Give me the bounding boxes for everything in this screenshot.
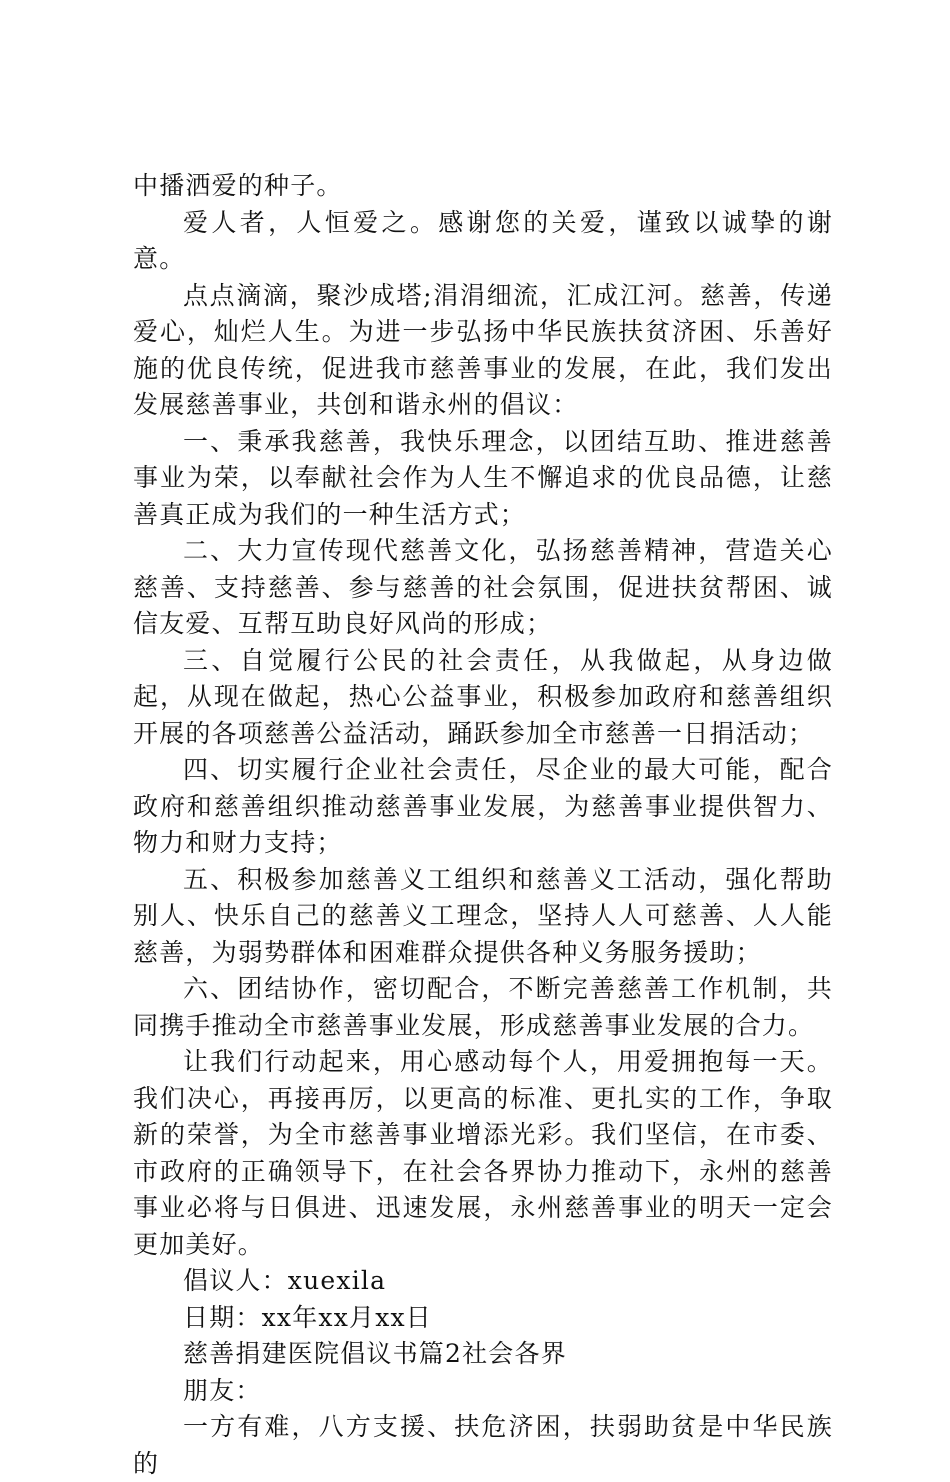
paragraph: 爱人者，人恒爱之。感谢您的关爱，谨致以诚挚的谢意。 (133, 207, 833, 273)
date-line: 日期：xx年xx月xx日 (183, 1302, 432, 1332)
document-body (133, 168, 833, 1482)
paragraph: 四、切实履行企业社会责任，尽企业的最大可能，配合政府和慈善组织推动慈善事业发展，为慈善事业提供智力、物力和财力支持； (133, 755, 833, 857)
salutation: 朋友： (183, 1375, 262, 1405)
paragraph: 一方有难，八方支援、扶危济困，扶弱助贫是中华民族的 (133, 1412, 833, 1478)
paragraph: 中播洒爱的种子。 (133, 171, 343, 200)
paragraph: 三、自觉履行公民的社会责任，从我做起，从身边做起，从现在做起，热心公益事业，积极参加政府和慈善组织开展的各项慈善公益活动，踊跃参加全市慈善一日捐活动； (133, 645, 833, 748)
signature-line: 倡议人：xuexila (183, 1266, 387, 1295)
paragraph: 点点滴滴，聚沙成塔;涓涓细流，汇成江河。慈善，传递爱心，灿烂人生。为进一步弘扬中华民族扶贫济困、乐善好施的优良传统，促进我市慈善事业的发展，在此，我们发出发展慈善事业，共创和谐永州的倡议： (133, 280, 833, 419)
paragraph: 一、秉承我慈善，我快乐理念，以团结互助、推进慈善事业为荣，以奉献社会作为人生不懈追求的优良品德，让慈善真正成为我们的一种生活方式； (133, 426, 833, 529)
paragraph: 让我们行动起来，用心感动每个人，用爱拥抱每一天。我们决心，再接再厉，以更高的标准、更扎实的工作，争取新的荣誉，为全市慈善事业增添光彩。我们坚信，在市委、市政府的正确领导下，在社会各界协力推动下，永州的慈善事业必将与日俱进、迅速发展，永州慈善事业的明天一定会更加美好。 (133, 1047, 833, 1259)
paragraph: 二、大力宣传现代慈善文化，弘扬慈善精神，营造关心慈善、支持慈善、参与慈善的社会氛围，促进扶贫帮困、诚信友爱、互帮互助良好风尚的形成； (133, 536, 833, 638)
paragraph: 六、团结协作，密切配合，不断完善慈善工作机制，共同携手推动全市慈善事业发展，形成慈善事业发展的合力。 (133, 974, 833, 1040)
paragraph: 五、积极参加慈善义工组织和慈善义工活动，强化帮助别人、快乐自己的慈善义工理念，坚持人人可慈善、人人能慈善，为弱势群体和困难群众提供各种义务服务援助； (133, 864, 833, 967)
section-heading: 慈善捐建医院倡议书篇2社会各界 (183, 1339, 567, 1368)
